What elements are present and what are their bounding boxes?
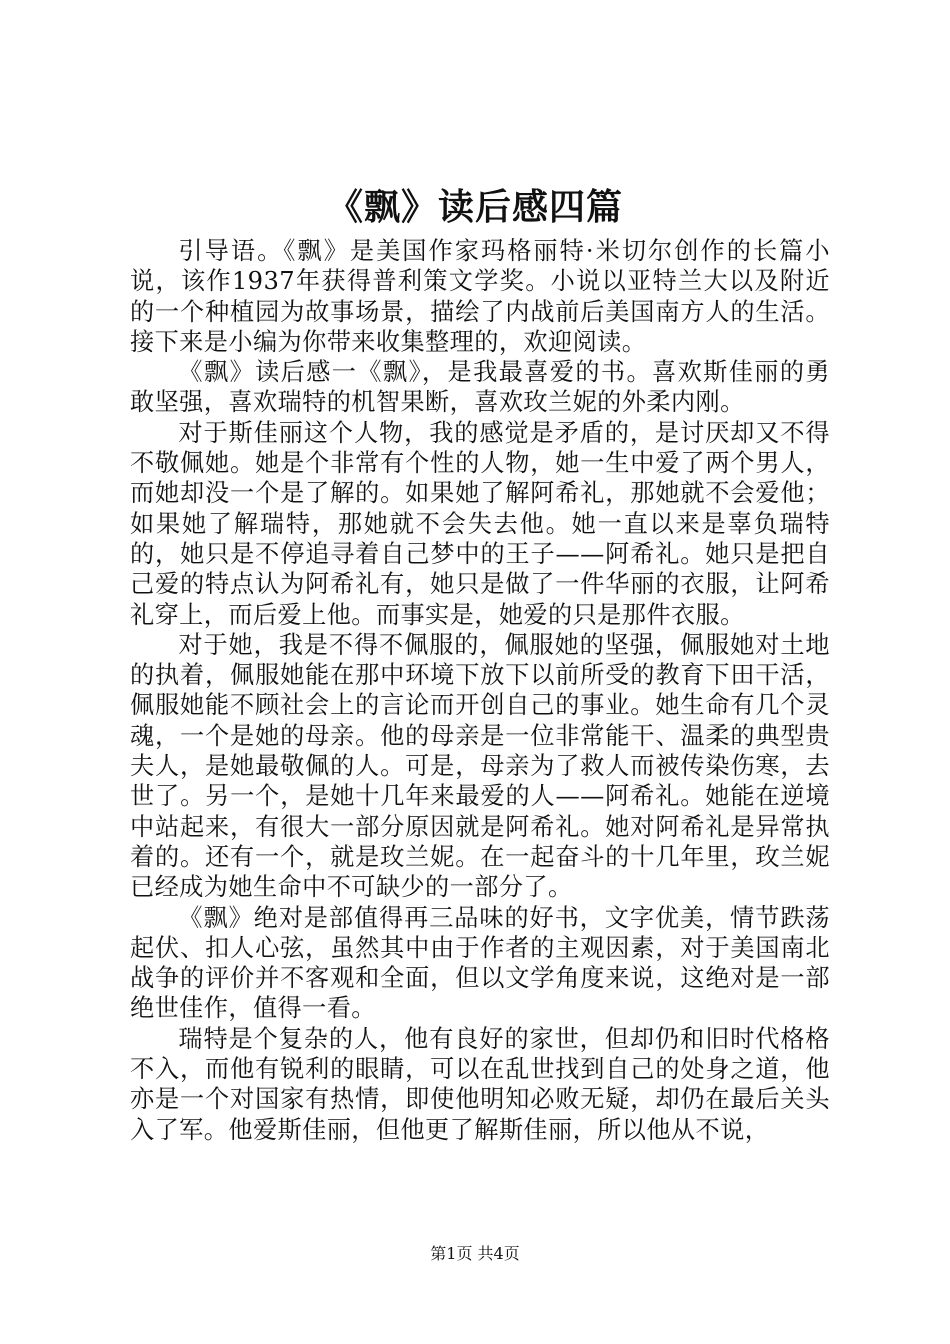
document-body bbox=[130, 236, 830, 1145]
document-title: 《飘》读后感四篇 bbox=[326, 186, 623, 228]
paragraph-intro: 引导语。《飘》是美国作家玛格丽特·米切尔创作的长篇小说，该作1937年获得普利策文学奖。小说以亚特兰大以及附近的一个种植园为故事场景，描绘了内战前后美国南方人的生活。接下来是小编为你带来收集整理的，欢迎阅读。 bbox=[130, 237, 830, 356]
paragraph-scarlett-character: 对于斯佳丽这个人物，我的感觉是矛盾的，是讨厌却又不得不敬佩她。她是个非常有个性的人物，她一生中爱了两个男人，而她却没一个是了解的。如果她了解阿希礼，那她就不会爱他；如果她了解瑞特，那她就不会失去他。她一直以来是辜负瑞特的，她只是不停追寻着自己梦中的王子——阿希礼。她只是把自己爱的特点认为阿希礼有，她只是做了一件华丽的衣服，让阿希礼穿上，而后爱上他。而事实是，她爱的只是那件衣服。 bbox=[130, 418, 830, 629]
paragraph-rhett: 瑞特是个复杂的人，他有良好的家世，但却仍和旧时代格格不入，而他有锐利的眼睛，可以在乱世找到自己的处身之道，他亦是一个对国家有热情，即使他明知必败无疑，却仍在最后关头入了军。他爱斯佳丽，但他更了解斯佳丽，所以他从不说， bbox=[130, 1024, 830, 1144]
paragraph-book-evaluation: 《飘》绝对是部值得再三品味的好书，文字优美，情节跌荡起伏、扣人心弦，虽然其中由于作者的主观因素，对于美国南北战争的评价并不客观和全面，但以文学角度来说，这绝对是一部绝世佳作，值得一看。 bbox=[130, 903, 830, 1023]
page-number-footer: 第1页 共4页 bbox=[430, 1244, 520, 1263]
paragraph-review-one-opening: 《飘》读后感一《飘》，是我最喜爱的书。喜欢斯佳丽的勇敢坚强，喜欢瑞特的机智果断，喜欢玫兰妮的外柔内刚。 bbox=[130, 358, 830, 417]
paragraph-admiration: 对于她，我是不得不佩服的，佩服她的坚强，佩服她对土地的执着，佩服她能在那中环境下放下以前所受的教育下田干活，佩服她能不顾社会上的言论而开创自己的事业。她生命有几个灵魂，一个是她的母亲。他的母亲是一位非常能干、温柔的典型贵夫人，是她最敬佩的人。可是，母亲为了救人而被传染伤寒，去世了。另一个，是她十几年来最爱的人——阿希礼。她能在逆境中站起来，有很大一部分原因就是阿希礼。她对阿希礼是异常执着的。还有一个，就是玫兰妮。在一起奋斗的十几年里，玫兰妮已经成为她生命中不可缺少的一部分了。 bbox=[130, 630, 830, 902]
